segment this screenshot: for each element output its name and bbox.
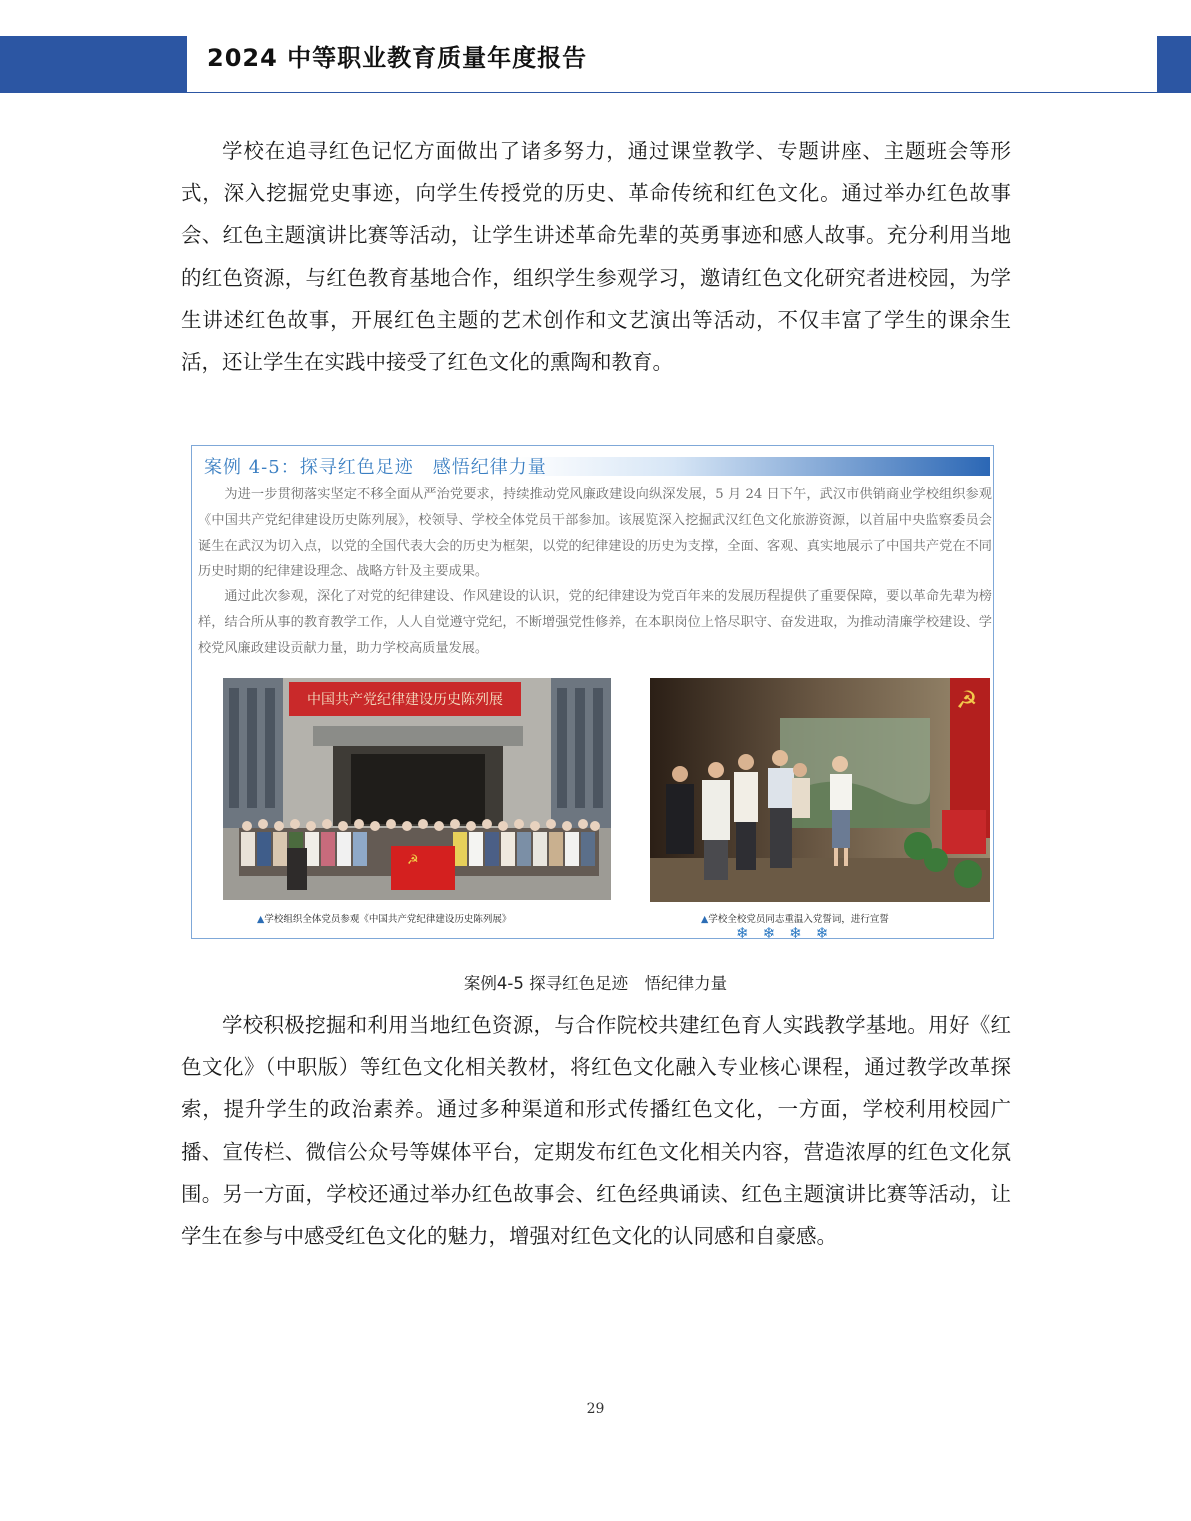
snowflake-ornament-icon: ❄❄❄❄ [736,924,843,942]
svg-text:☭: ☭ [956,686,978,714]
case-study-box [191,445,994,942]
body-paragraph-1: 学校在追寻红色记忆方面做出了诸多努力，通过课堂教学、专题讲座、主题班会等形式，深入挖掘党史事迹，向学生传授党的历史、革命传统和红色文化。通过举办红色故事会、红色主题演讲比赛等活动，让学生讲述革命先辈的英勇事迹和感人故事。充分利用当地的红色资源，与红色教育基地合作，组织学生参观学习，邀请红色文化研究者进校园，为学生讲述红色故事，开展红色主题的艺术创作和文艺演出等活动，不仅丰富了学生的课余生活，还让学生在实践中接受了红色文化的熏陶和教育。 [181,139,1011,375]
header-rule [187,92,1157,93]
svg-text:☭: ☭ [407,853,419,868]
case-text-2: 通过此次参观，深化了对党的纪律建设、作风建设的认识，党的纪律建设为党百年来的发展历程提供了重要保障，要以革命先辈为榜样，结合所从事的教育教学工作，人人自觉遵守党纪，不断增强党性修养，在本职岗位上恪尽职守、奋发进取，为推动清廉学校建设、学校党风廉政建设贡献力量，助力学校高质量发展。 [198,589,992,656]
caption-triangle-icon: ▲ [701,914,709,925]
header-bar-left [0,36,187,93]
page-header-title: 2024 中等职业教育质量年度报告 [207,44,588,72]
exhibition-sign: 中国共产党纪律建设历史陈列展 [307,692,503,708]
photo-caption-left [257,912,511,928]
caption-triangle-icon: ▲ [257,914,265,925]
header-bar-right [1157,36,1191,93]
figure-caption: 案例4-5 探寻红色足迹 悟纪律力量 [463,974,728,993]
photo-group-at-exhibition [223,678,611,900]
photo-oath-ceremony [650,678,990,902]
caption-left-text: 学校组织全体党员参观《中国共产党纪律建设历史陈列展》 [264,914,512,925]
case-text-1: 为进一步贯彻落实坚定不移全面从严治党要求，持续推动党风廉政建设向纵深发展，5 月 24 日下午，武汉市供销商业学校组织参观《中国共产党纪律建设历史陈列展》，校领导、学校全体党员干部参加。该展览深入挖掘武汉红色文化旅游资源，以首届中央监察委员会诞生在武汉为切入点，以党的全国代表大会的历史为框架，以党的纪律建设的历史为支撑，全面、客观、真实地展示了中国共产党在不同历史时期的纪律建设理念、战略方针及主要成果。 [198,487,992,580]
caption-right-text: 学校全校党员同志重温入党誓词，进行宣誓 [708,914,889,925]
body-paragraph-2: 学校积极挖掘和利用当地红色资源，与合作院校共建红色育人实践教学基地。用好《红色文化》（中职版）等红色文化相关教材，将红色文化融入专业核心课程，通过教学改革探索，提升学生的政治素养。通过多种渠道和形式传播红色文化，一方面，学校利用校园广播、宣传栏、微信公众号等媒体平台，定期发布红色文化相关内容，营造浓厚的红色文化氛围。另一方面，学校还通过举办红色故事会、红色经典诵读、红色主题演讲比赛等活动，让学生在参与中感受红色文化的魅力，增强对红色文化的认同感和自豪感。 [181,1013,1011,1249]
case-title: 案例 4-5：探寻红色足迹 感悟纪律力量 [204,457,547,478]
page-number: 29 [586,1401,605,1417]
